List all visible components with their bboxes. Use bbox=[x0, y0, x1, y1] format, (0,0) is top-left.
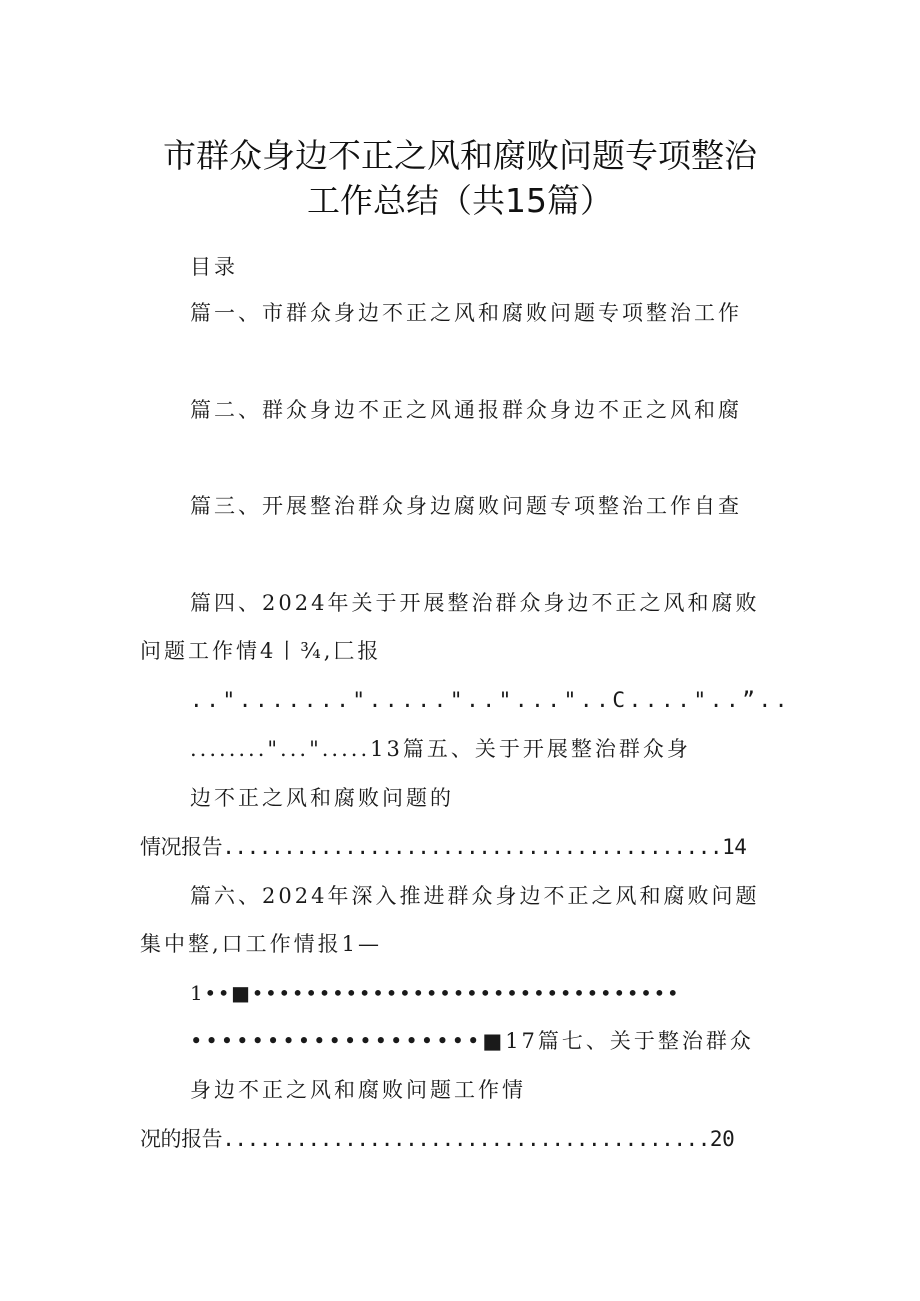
toc-entry-2: 篇二、群众身边不正之风通报群众身边不正之风和腐 bbox=[190, 398, 742, 422]
toc-entry-6-continuation: 集中整,口工作情报1— bbox=[140, 932, 383, 956]
toc-entry-7-continuation: 身边不正之风和腐败问题工作情 bbox=[190, 1078, 526, 1102]
toc-entry-6: 篇六、2024年深入推进群众身边不正之风和腐败问题 bbox=[190, 884, 760, 908]
toc-entry-1: 篇一、市群众身边不正之风和腐败问题专项整治工作 bbox=[190, 301, 742, 325]
toc-bullet-leader-line: 1••■•••••••••••••••••••••••••••••••• bbox=[190, 981, 681, 1005]
toc-leader-line: ..".......".....".."..."..C...."..”.. bbox=[190, 688, 791, 712]
toc-heading: 目录 bbox=[190, 255, 238, 279]
toc-entry-5-continuation: 边不正之风和腐败问题的 bbox=[190, 786, 454, 810]
toc-entry-7: •••••••••••••••••••■17篇七、关于整治群众 bbox=[190, 1029, 754, 1053]
toc-entry-5-page: 情况报告.........................................14 bbox=[140, 835, 747, 859]
toc-entry-4: 篇四、2024年关于开展整治群众身边不正之风和腐败 bbox=[190, 591, 760, 615]
document-title-line-2: 工作总结（共15篇） bbox=[307, 181, 613, 220]
document-title-line-1: 市群众身边不正之风和腐败问题专项整治 bbox=[163, 136, 757, 175]
toc-entry-7-page: 况的报告........................................20 bbox=[140, 1127, 735, 1151]
toc-entry-4-continuation: 问题工作情4丨¾,匚报 bbox=[140, 639, 382, 663]
toc-entry-3: 篇三、开展整治群众身边腐败问题专项整治工作自查 bbox=[190, 494, 742, 518]
toc-entry-5: ........"...".....13篇五、关于开展整治群众身 bbox=[190, 737, 691, 761]
